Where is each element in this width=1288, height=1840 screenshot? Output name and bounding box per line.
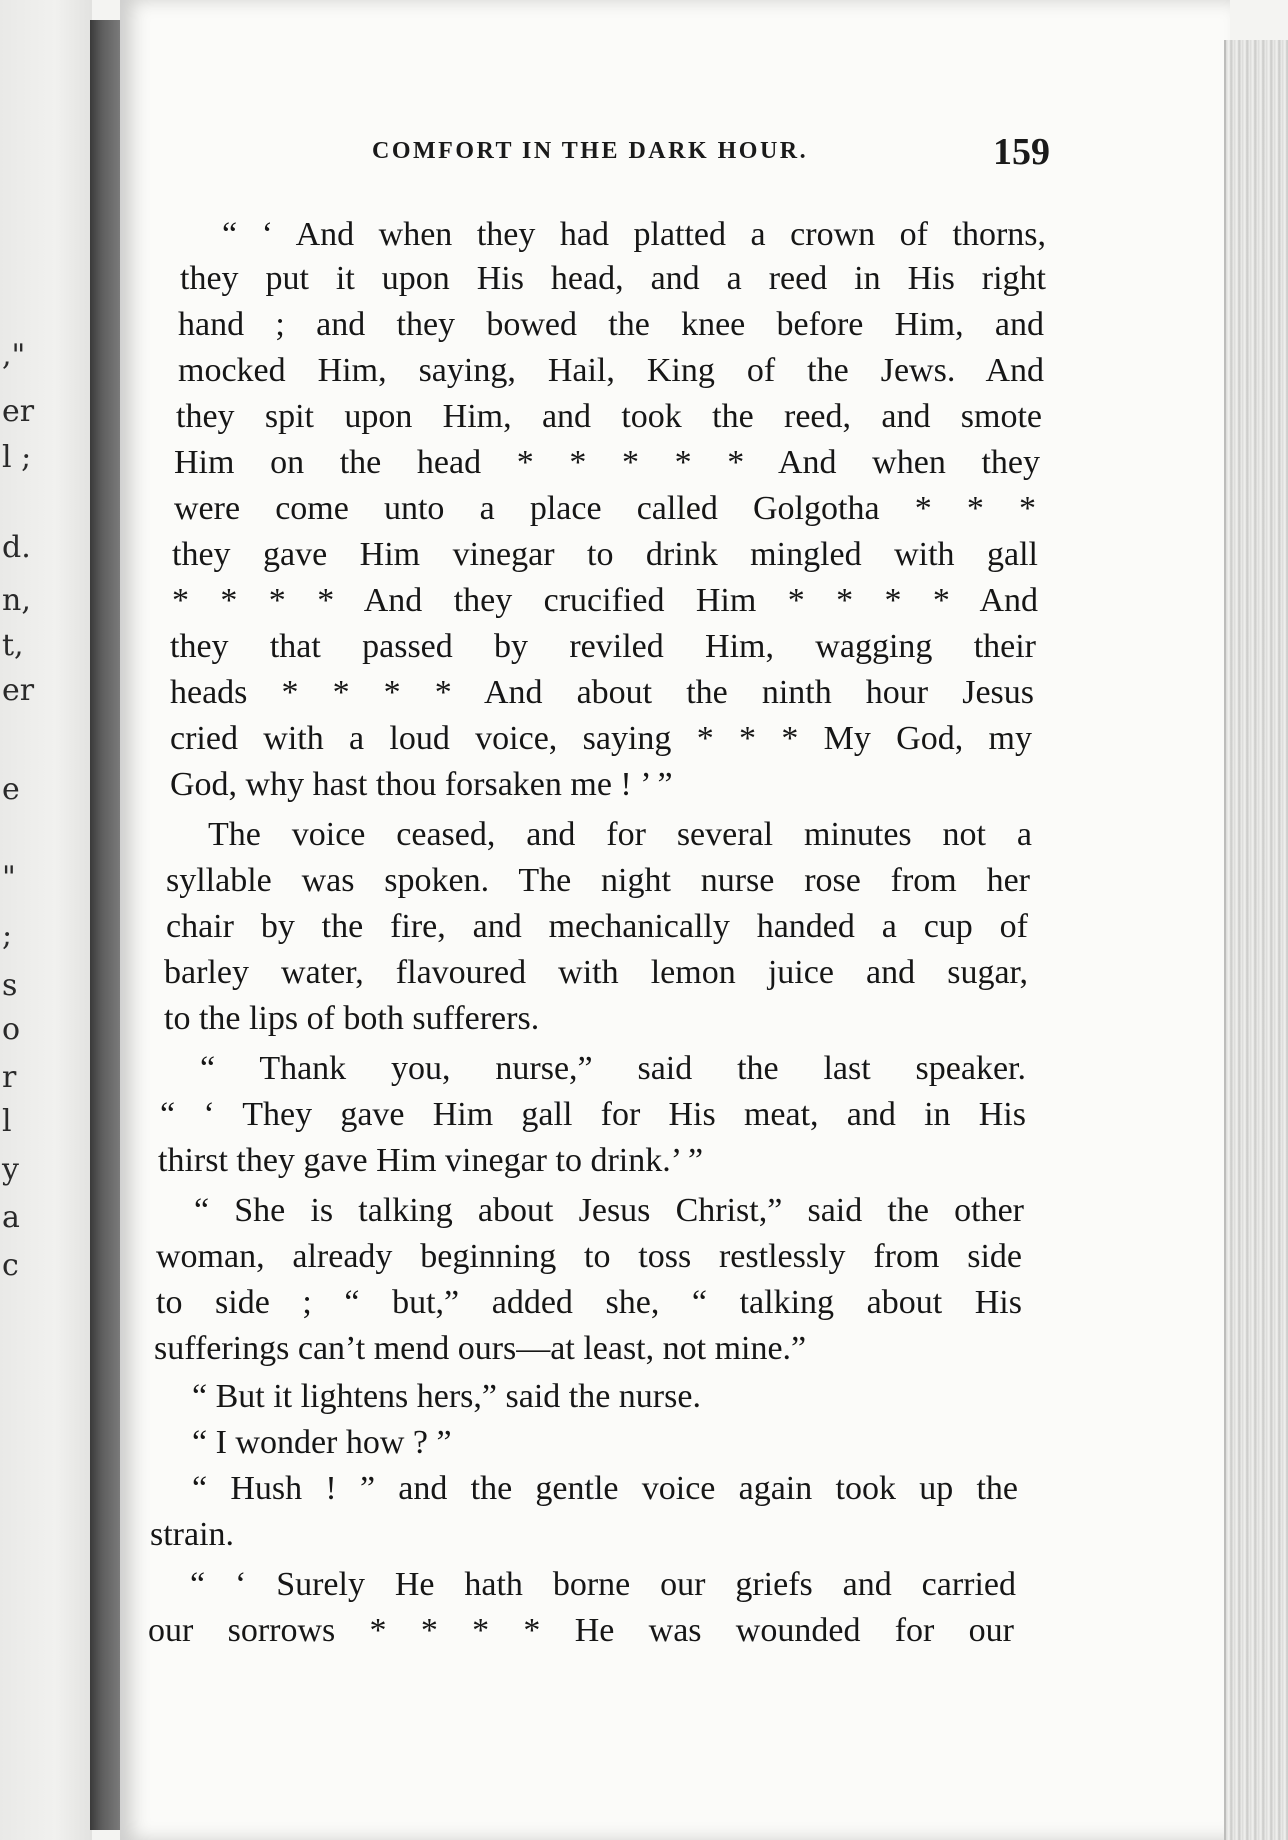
prev-page-fragment: r — [2, 1060, 17, 1095]
running-title: COMFORT IN THE DARK HOUR. — [372, 138, 809, 164]
text-line: chair by the fire, and mechanically handed a cup of — [166, 908, 1028, 945]
text-line: “ I wonder how ? ” — [192, 1424, 452, 1461]
text-line: Him on the head * * * * * And when they — [174, 444, 1040, 481]
text-line: barley water, flavoured with lemon juice and sugar, — [164, 954, 1028, 991]
text-line: sufferings can’t mend ours—at least, not mine.” — [154, 1330, 807, 1367]
text-line: to the lips of both sufferers. — [164, 1000, 540, 1037]
prev-page-fragment: t, — [2, 628, 24, 663]
prev-page-fragment: er — [2, 673, 35, 708]
text-line: “ ‘ They gave Him gall for His meat, and in His — [160, 1096, 1026, 1133]
text-line: they gave Him vinegar to drink mingled with gall — [172, 536, 1038, 573]
prev-page-fragment: ; — [2, 918, 13, 953]
prev-page-fragment: l ; — [2, 440, 32, 475]
prev-page-fragment: c — [2, 1248, 19, 1283]
page-number: 159 — [993, 131, 1050, 173]
prev-page-fragment: n, — [2, 583, 31, 618]
text-line: woman, already beginning to toss restlessly from side — [156, 1238, 1022, 1275]
text-line: cried with a loud voice, saying * * * My God, my — [170, 720, 1032, 757]
text-line: they put it upon His head, and a reed in His right — [180, 260, 1046, 297]
text-line: our sorrows * * * * He was wounded for our — [148, 1612, 1014, 1649]
text-line: “ But it lightens hers,” said the nurse. — [192, 1378, 701, 1415]
prev-page-fragment: e — [2, 772, 20, 807]
text-line: hand ; and they bowed the knee before Him, and — [178, 306, 1044, 343]
text-line: thirst they gave Him vinegar to drink.’ ” — [158, 1142, 704, 1179]
prev-page-fragment: y — [2, 1152, 19, 1187]
text-line: mocked Him, saying, Hail, King of the Jews. And — [178, 352, 1044, 389]
text-line: strain. — [150, 1516, 235, 1553]
prev-page-fragment: ," — [2, 338, 26, 373]
text-line: were come unto a place called Golgotha * * * — [174, 490, 1036, 527]
text-line: * * * * And they crucified Him * * * * And — [172, 582, 1038, 619]
prev-page-fragment: s — [2, 968, 18, 1003]
prev-page-fragment: d. — [2, 530, 31, 565]
text-line: they spit upon Him, and took the reed, and smote — [176, 398, 1042, 435]
prev-page-fragment: l — [2, 1104, 12, 1139]
prev-page-fragment: er — [2, 394, 35, 429]
prev-page-fragment: o — [2, 1012, 21, 1047]
text-line: “ ‘ Surely He hath borne our griefs and carried — [190, 1566, 1016, 1603]
prev-page-fragment: " — [2, 860, 16, 895]
text-line: to side ; “ but,” added she, “ talking about His — [156, 1284, 1022, 1321]
text-line: they that passed by reviled Him, wagging their — [170, 628, 1036, 665]
prev-page-fragment: a — [2, 1200, 20, 1235]
text-line: “ Hush ! ” and the gentle voice again took up the — [192, 1470, 1018, 1507]
text-line: heads * * * * And about the ninth hour Jesus — [170, 674, 1034, 711]
text-line: “ She is talking about Jesus Christ,” said the other — [194, 1192, 1024, 1229]
text-line: God, why hast thou forsaken me ! ’ ” — [170, 766, 673, 803]
text-line: The voice ceased, and for several minutes not a — [208, 816, 1032, 853]
text-line: “ ‘ And when they had platted a crown of thorns, — [222, 216, 1046, 253]
text-line: “ Thank you, nurse,” said the last speaker. — [200, 1050, 1026, 1087]
text-line: syllable was spoken. The night nurse rose from her — [166, 862, 1030, 899]
